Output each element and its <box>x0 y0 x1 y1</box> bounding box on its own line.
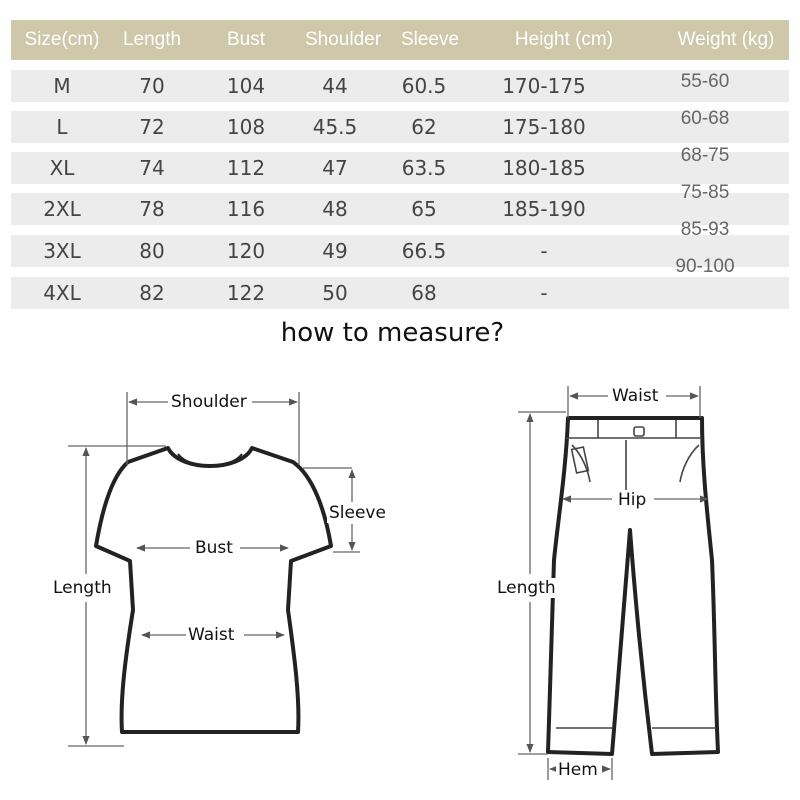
bust-cell: 104 <box>226 74 266 98</box>
bust-cell: 108 <box>226 115 266 139</box>
shoulder-cell: 49 <box>322 239 348 263</box>
tshirt-icon <box>96 448 331 732</box>
size-cell: 4XL <box>43 281 81 305</box>
sleeve-cell: 66.5 <box>401 239 447 263</box>
length-cell: 70 <box>139 74 165 98</box>
height-cell: 185-190 <box>502 197 586 221</box>
height-cell: 170-175 <box>502 74 586 98</box>
shoulder-cell: 45.5 <box>312 115 358 139</box>
weight-cell: 75-85 <box>680 182 730 203</box>
header-shoulder: Shoulder <box>304 29 382 50</box>
pants-waist-label: Waist <box>612 386 659 406</box>
header-size: Size(cm) <box>24 29 100 50</box>
pants-hem-label: Hem <box>558 760 598 780</box>
pants-length-label: Length <box>497 578 556 598</box>
shoulder-cell: 44 <box>322 74 348 98</box>
size-cell: 3XL <box>43 239 81 263</box>
sleeve-cell: 62 <box>411 115 437 139</box>
sleeve-cell: 68 <box>411 281 437 305</box>
length-cell: 80 <box>139 239 165 263</box>
bust-cell: 120 <box>226 239 266 263</box>
size-cell: M <box>53 74 71 98</box>
weight-cell: 55-60 <box>680 71 730 92</box>
height-cell: 175-180 <box>502 115 586 139</box>
bust-cell: 122 <box>226 281 266 305</box>
shirt-shoulder-label: Shoulder <box>171 392 247 412</box>
header-weight: Weight (kg) <box>677 29 775 50</box>
length-cell: 82 <box>139 281 165 305</box>
height-cell: 180-185 <box>502 156 586 180</box>
sleeve-cell: 60.5 <box>401 74 447 98</box>
shirt-length-label: Length <box>53 578 112 598</box>
size-cell: 2XL <box>43 197 81 221</box>
shirt-waist-label: Waist <box>188 625 235 645</box>
shoulder-cell: 48 <box>322 197 348 221</box>
header-sleeve: Sleeve <box>400 29 460 50</box>
weight-cell: 68-75 <box>680 145 730 166</box>
weight-cell: 60-68 <box>680 108 730 129</box>
shoulder-cell: 50 <box>322 281 348 305</box>
height-cell: - <box>540 239 548 263</box>
shirt-sleeve-label: Sleeve <box>329 503 386 523</box>
header-height: Height (cm) <box>514 29 614 50</box>
size-cell: L <box>56 115 68 139</box>
sleeve-cell: 65 <box>411 197 437 221</box>
shirt-bust-label: Bust <box>195 538 233 558</box>
bust-cell: 112 <box>226 156 266 180</box>
bust-cell: 116 <box>226 197 266 221</box>
weight-cell: 90-100 <box>675 256 735 277</box>
size-cell: XL <box>49 156 75 180</box>
length-cell: 72 <box>139 115 165 139</box>
length-cell: 78 <box>139 197 165 221</box>
weight-cell: 85-93 <box>680 219 730 240</box>
pants-hip-label: Hip <box>618 490 647 510</box>
header-bust: Bust <box>226 29 266 50</box>
pants-icon <box>548 418 718 754</box>
header-length: Length <box>122 29 182 50</box>
height-cell: - <box>540 281 548 305</box>
page-title: how to measure? <box>280 318 505 348</box>
shoulder-cell: 47 <box>322 156 348 180</box>
length-cell: 74 <box>139 156 165 180</box>
sleeve-cell: 63.5 <box>401 156 447 180</box>
